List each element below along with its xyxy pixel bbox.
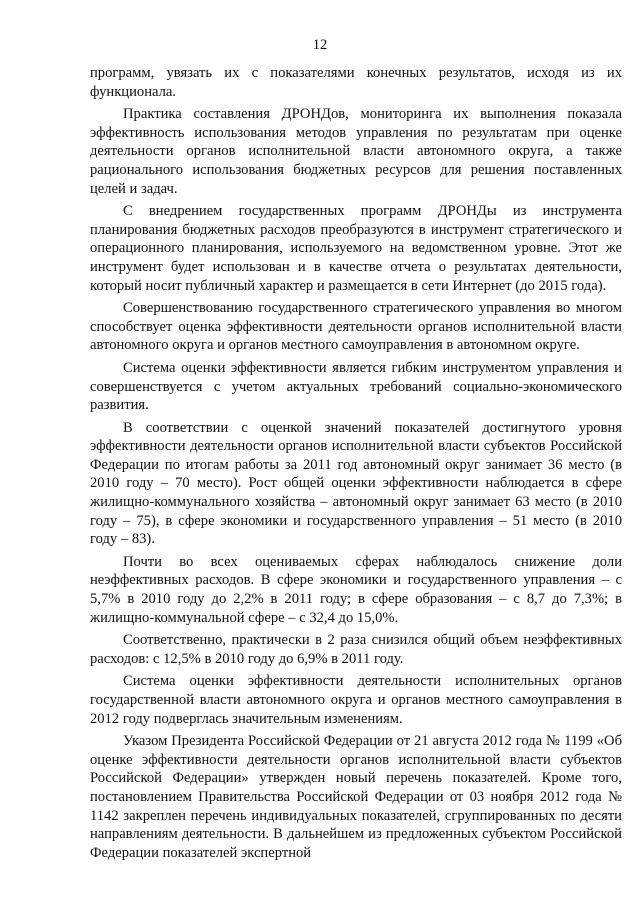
paragraph: С внедрением государственных программ ДРОНДы из инструмента планирования бюджетных расходов преобразуются в инструмент стратегического и операционного планирования, используемого на ведомственном уровне. Этот же инструмент будет использован и в качестве отчета о результатах деятельности, который носит публичный характер и размещается в сети Интернет (до 2015 года). <box>90 203 622 294</box>
paragraph: Указом Президента Российской Федерации от 21 августа 2012 года № 1199 «Об оценке эффективности деятельности органов исполнительной власти субъектов Российской Федерации» утвержден новый перечень показателей. Кроме того, постановлением Правительства Российской Федерации от 03 ноября 2012 года № 1142 закреплен перечень индивидуальных показателей, сгруппированных по десяти направлениям деятельности. В дальнейшем из предложенных субъектом Российской Федерации показателей экспертной <box>90 733 622 861</box>
page-number: 12 <box>312 37 328 53</box>
paragraph: В соответствии с оценкой значений показателей достигнутого уровня эффективности деятельности органов исполнительной власти субъектов Российской Федерации по итогам работы за 2011 год автономный округ занимает 36 место (в 2010 году – 70 место). Рост общей оценки эффективности наблюдается в сфере жилищно-коммунального хозяйства – автономный округ занимает 63 место (в 2010 году – 75), в сфере экономики и государственного управления – 51 место (в 2010 году – 83). <box>90 419 622 548</box>
paragraph: Совершенствованию государственного стратегического управления во многом способствует оценка эффективности деятельности органов исполнительной власти автономного округа и органов местного самоуправления в автономном округе. <box>90 300 622 354</box>
paragraph-continuation: программ, увязать их с показателями конечных результатов, исходя из их функционала. <box>90 65 622 100</box>
paragraph: Соответственно, практически в 2 раза снизился общий объем неэффективных расходов: с 12,5% в 2010 году до 6,9% в 2011 году. <box>90 632 622 667</box>
paragraph: Система оценки эффективности деятельности исполнительных органов государственной власти автономного округа и органов местного самоуправления в 2012 году подверглась значительным изменениям. <box>90 673 622 727</box>
paragraph: Почти во всех оцениваемых сферах наблюдалось снижение доли неэффективных расходов. В сфере экономики и государственного управления – с 5,7% в 2010 году до 2,2% в 2011 году; в сфере образования – с 8,7 до 7,3%; в жилищно-коммунальной сфере – с 32,4 до 15,0%. <box>90 553 622 626</box>
paragraph: Практика составления ДРОНДов, мониторинга их выполнения показала эффективность использования методов управления по результатам при оценке деятельности органов исполнительной власти автономного округа, а также рационального использования бюджетных ресурсов для решения поставленных целей и задач. <box>90 106 622 197</box>
document-body <box>90 64 622 864</box>
paragraph: Система оценки эффективности является гибким инструментом управления и совершенствуется с учетом актуальных требований социально-экономического развития. <box>90 359 622 414</box>
